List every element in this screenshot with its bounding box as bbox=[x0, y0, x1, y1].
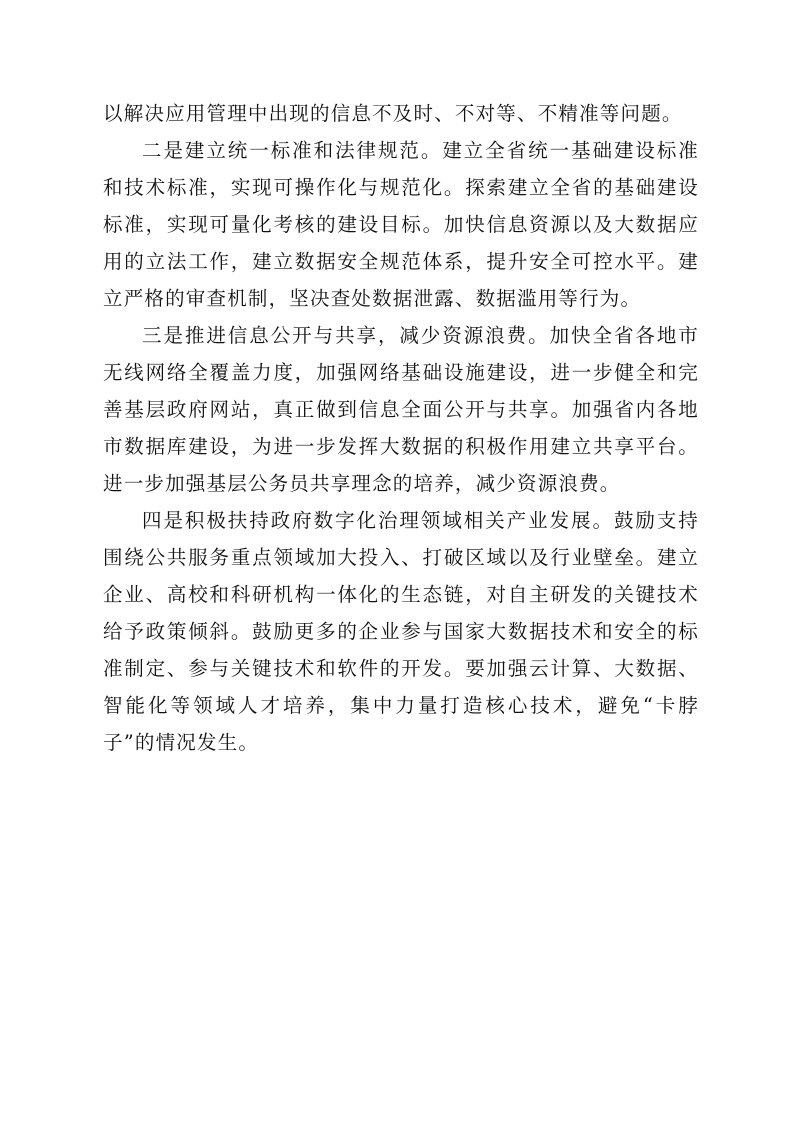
paragraph-industry-support: 四是积极扶持政府数字化治理领域相关产业发展。鼓励支持围绕公共服务重点领域加大投入、打破区域以及行业壁垒。建立企业、高校和科研机构一体化的生态链，对自主研发的关键技术给予政策倾斜。鼓励更多的企业参与国家大数据技术和安全的标准制定、参与关键技术和软件的开发。要加强云计算、大数据、智能化等领域人才培养，集中力量打造核心技术，避免“卡脖子”的情况发生。 bbox=[103, 509, 699, 754]
paragraph-information-sharing: 三是推进信息公开与共享，减少资源浪费。加快全省各地市无线网络全覆盖力度，加强网络基础设施建设，进一步健全和完善基层政府网站，真正做到信息全面公开与共享。加强省内各地市数据库建设，为进一步发挥大数据的积极作用建立共享平台。进一步加强基层公务员共享理念的培养，减少资源浪费。 bbox=[103, 324, 699, 495]
document-body bbox=[103, 95, 699, 761]
paragraph-standards: 二是建立统一标准和法律规范。建立全省统一基础建设标准和技术标准，实现可操作化与规范化。探索建立全省的基础建设标准，实现可量化考核的建设目标。加快信息资源以及大数据应用的立法工作，建立数据安全规范体系，提升安全可控水平。建立严格的审查机制，坚决查处数据泄露、数据滥用等行为。 bbox=[103, 139, 699, 310]
paragraph-continuation: 以解决应用管理中出现的信息不及时、不对等、不精准等问题。 bbox=[103, 102, 683, 125]
